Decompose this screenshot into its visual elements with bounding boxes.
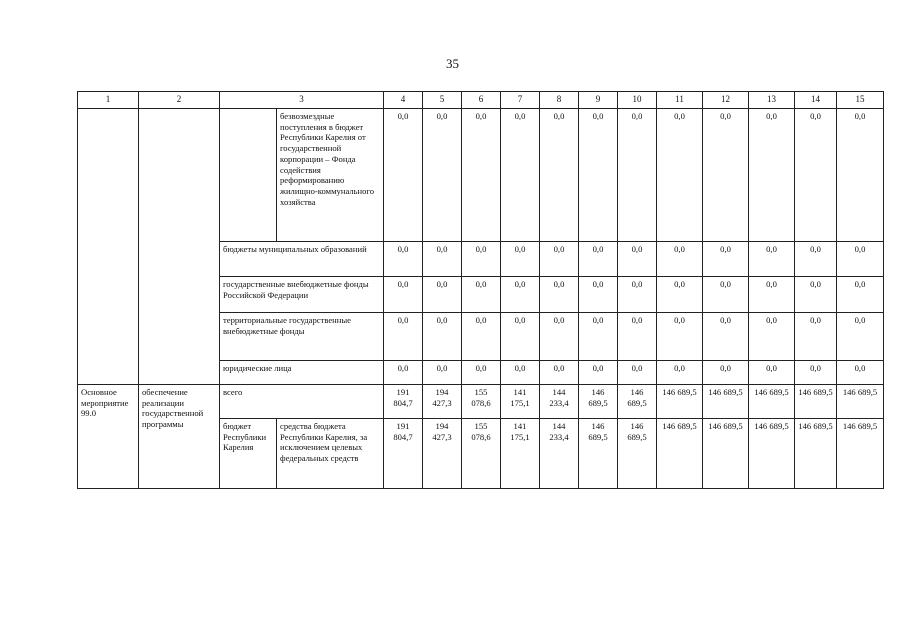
value-cell: 0,0 xyxy=(795,109,837,242)
column-header: 15 xyxy=(837,92,884,109)
value-cell: 146 689,5 xyxy=(795,385,837,419)
value-cell: 0,0 xyxy=(703,313,749,361)
value-cell: 0,0 xyxy=(795,277,837,313)
column-header: 8 xyxy=(540,92,579,109)
value-cell: 0,0 xyxy=(795,361,837,385)
value-cell: 0,0 xyxy=(540,109,579,242)
empty-cell xyxy=(139,109,220,385)
value-cell: 0,0 xyxy=(501,313,540,361)
value-cell: 0,0 xyxy=(384,109,423,242)
value-cell: 0,0 xyxy=(795,242,837,277)
source-label: территориальные государственные внебюджетные фонды xyxy=(220,313,384,361)
value-cell: 0,0 xyxy=(384,313,423,361)
column-header: 2 xyxy=(139,92,220,109)
value-cell: 144 233,4 xyxy=(540,385,579,419)
value-cell: 0,0 xyxy=(703,361,749,385)
table-row xyxy=(78,109,884,242)
value-cell: 0,0 xyxy=(423,361,462,385)
activity-name: Основное мероприятие 99.0 xyxy=(78,385,139,489)
value-cell: 146 689,5 xyxy=(579,385,618,419)
value-cell: 0,0 xyxy=(837,242,884,277)
value-cell: 0,0 xyxy=(501,277,540,313)
value-cell: 146 689,5 xyxy=(749,419,795,489)
value-cell: 0,0 xyxy=(618,313,657,361)
value-cell: 141 175,1 xyxy=(501,419,540,489)
value-cell: 0,0 xyxy=(618,109,657,242)
value-cell: 0,0 xyxy=(657,109,703,242)
value-cell: 0,0 xyxy=(540,242,579,277)
column-header: 7 xyxy=(501,92,540,109)
value-cell: 0,0 xyxy=(837,361,884,385)
source-label: безвозмездные поступления в бюджет Республики Карелия от государственной корпорации – Фонда содействия реформированию жилищно-коммунального хозяйства xyxy=(277,109,384,242)
value-cell: 146 689,5 xyxy=(657,385,703,419)
value-cell: 0,0 xyxy=(618,277,657,313)
column-header: 12 xyxy=(703,92,749,109)
value-cell: 0,0 xyxy=(384,242,423,277)
value-cell: 0,0 xyxy=(837,277,884,313)
budget-table xyxy=(77,91,884,489)
value-cell: 0,0 xyxy=(749,242,795,277)
value-cell: 0,0 xyxy=(749,109,795,242)
value-cell: 146 689,5 xyxy=(703,385,749,419)
value-cell: 0,0 xyxy=(579,277,618,313)
value-cell: 0,0 xyxy=(501,109,540,242)
value-cell: 146 689,5 xyxy=(837,385,884,419)
empty-cell xyxy=(220,109,277,242)
activity-description: обеспечение реализации государственной программы xyxy=(139,385,220,489)
value-cell: 0,0 xyxy=(703,242,749,277)
source-label: государственные внебюджетные фонды Российской Федерации xyxy=(220,277,384,313)
value-cell: 0,0 xyxy=(837,313,884,361)
value-cell: 0,0 xyxy=(501,361,540,385)
value-cell: 0,0 xyxy=(618,242,657,277)
value-cell: 146 689,5 xyxy=(703,419,749,489)
value-cell: 0,0 xyxy=(423,277,462,313)
page-number: 35 xyxy=(446,56,459,71)
budget-source-detail: средства бюджета Республики Карелия, за исключением целевых федеральных средств xyxy=(277,419,384,489)
value-cell: 0,0 xyxy=(657,313,703,361)
column-header: 11 xyxy=(657,92,703,109)
column-header: 1 xyxy=(78,92,139,109)
value-cell: 0,0 xyxy=(462,109,501,242)
value-cell: 0,0 xyxy=(501,242,540,277)
column-header: 4 xyxy=(384,92,423,109)
value-cell: 146 689,5 xyxy=(749,385,795,419)
column-header: 14 xyxy=(795,92,837,109)
value-cell: 146 689,5 xyxy=(657,419,703,489)
value-cell: 0,0 xyxy=(462,277,501,313)
value-cell: 0,0 xyxy=(657,277,703,313)
value-cell: 146 689,5 xyxy=(618,419,657,489)
value-cell: 0,0 xyxy=(462,242,501,277)
source-label: бюджеты муниципальных образований xyxy=(220,242,384,277)
column-header: 3 xyxy=(220,92,384,109)
value-cell: 191 804,7 xyxy=(384,385,423,419)
value-cell: 194 427,3 xyxy=(423,385,462,419)
value-cell: 141 175,1 xyxy=(501,385,540,419)
value-cell: 0,0 xyxy=(423,313,462,361)
value-cell: 146 689,5 xyxy=(837,419,884,489)
value-cell: 0,0 xyxy=(423,109,462,242)
value-cell: 194 427,3 xyxy=(423,419,462,489)
value-cell: 146 689,5 xyxy=(795,419,837,489)
value-cell: 0,0 xyxy=(795,313,837,361)
value-cell: 155 078,6 xyxy=(462,419,501,489)
value-cell: 191 804,7 xyxy=(384,419,423,489)
table-row xyxy=(78,385,884,419)
value-cell: 155 078,6 xyxy=(462,385,501,419)
budget-source: бюджет Республики Карелия xyxy=(220,419,277,489)
value-cell: 0,0 xyxy=(462,313,501,361)
value-cell: 146 689,5 xyxy=(618,385,657,419)
value-cell: 0,0 xyxy=(462,361,501,385)
value-cell: 0,0 xyxy=(703,277,749,313)
column-header: 9 xyxy=(579,92,618,109)
column-header: 6 xyxy=(462,92,501,109)
value-cell: 0,0 xyxy=(749,361,795,385)
value-cell: 0,0 xyxy=(837,109,884,242)
column-header: 5 xyxy=(423,92,462,109)
value-cell: 0,0 xyxy=(540,277,579,313)
value-cell: 146 689,5 xyxy=(579,419,618,489)
value-cell: 0,0 xyxy=(540,361,579,385)
value-cell: 144 233,4 xyxy=(540,419,579,489)
value-cell: 0,0 xyxy=(657,242,703,277)
value-cell: 0,0 xyxy=(749,277,795,313)
header-row xyxy=(78,92,884,109)
value-cell: 0,0 xyxy=(749,313,795,361)
column-header: 10 xyxy=(618,92,657,109)
value-cell: 0,0 xyxy=(540,313,579,361)
column-header: 13 xyxy=(749,92,795,109)
value-cell: 0,0 xyxy=(618,361,657,385)
value-cell: 0,0 xyxy=(657,361,703,385)
value-cell: 0,0 xyxy=(384,361,423,385)
value-cell: 0,0 xyxy=(703,109,749,242)
value-cell: 0,0 xyxy=(579,361,618,385)
value-cell: 0,0 xyxy=(423,242,462,277)
value-cell: 0,0 xyxy=(579,109,618,242)
value-cell: 0,0 xyxy=(579,242,618,277)
value-cell: 0,0 xyxy=(579,313,618,361)
value-cell: 0,0 xyxy=(384,277,423,313)
empty-cell xyxy=(78,109,139,385)
total-label: всего xyxy=(220,385,384,419)
source-label: юридические лица xyxy=(220,361,384,385)
